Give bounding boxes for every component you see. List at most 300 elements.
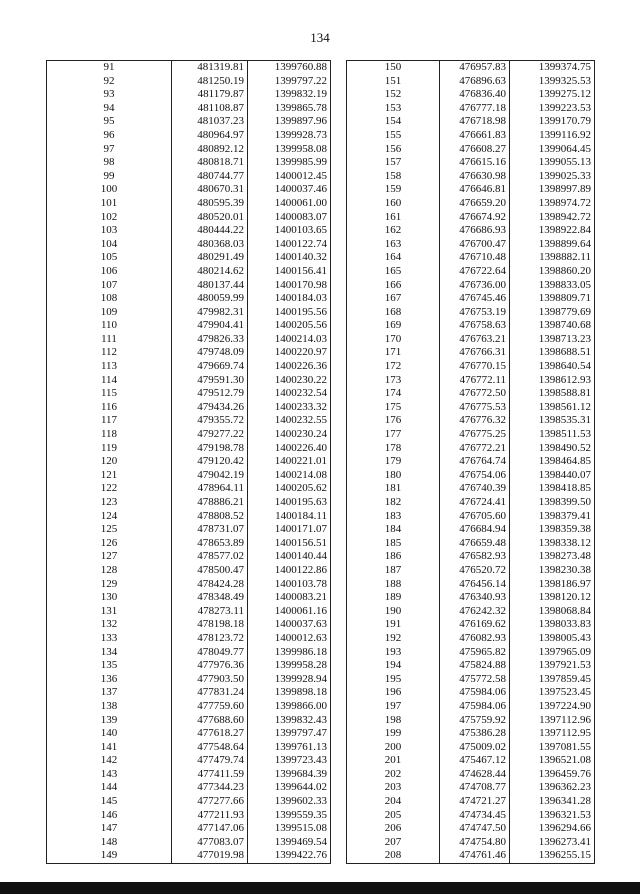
x-coordinate: 476700.47 — [440, 238, 510, 252]
y-coordinate: 1398809.71 — [510, 292, 595, 306]
y-coordinate: 1399866.00 — [248, 700, 331, 714]
x-coordinate: 479198.78 — [172, 442, 248, 456]
table-row — [47, 822, 331, 836]
point-number: 167 — [347, 292, 440, 306]
x-coordinate: 477688.60 — [172, 714, 248, 728]
y-coordinate: 1399325.53 — [510, 75, 595, 89]
point-number: 131 — [47, 605, 172, 619]
y-coordinate: 1398922.84 — [510, 224, 595, 238]
point-number: 129 — [47, 578, 172, 592]
x-coordinate: 477019.98 — [172, 849, 248, 863]
point-number: 106 — [47, 265, 172, 279]
x-coordinate: 476736.00 — [440, 279, 510, 293]
page-number: 134 — [310, 30, 330, 45]
point-number: 157 — [347, 156, 440, 170]
y-coordinate: 1400214.08 — [248, 469, 331, 483]
table-row — [347, 727, 595, 741]
point-number: 104 — [47, 238, 172, 252]
x-coordinate: 476740.39 — [440, 482, 510, 496]
y-coordinate: 1398860.20 — [510, 265, 595, 279]
point-number: 142 — [47, 754, 172, 768]
table-row — [347, 605, 595, 619]
point-number: 101 — [47, 197, 172, 211]
y-coordinate: 1399602.33 — [248, 795, 331, 809]
point-number: 181 — [347, 482, 440, 496]
y-coordinate: 1398588.81 — [510, 387, 595, 401]
y-coordinate: 1399897.96 — [248, 115, 331, 129]
table-row — [47, 428, 331, 442]
table-row — [47, 292, 331, 306]
y-coordinate: 1398399.50 — [510, 496, 595, 510]
y-coordinate: 1400083.21 — [248, 591, 331, 605]
point-number: 102 — [47, 211, 172, 225]
point-number: 151 — [347, 75, 440, 89]
table-row — [47, 673, 331, 687]
point-number: 201 — [347, 754, 440, 768]
point-number: 197 — [347, 700, 440, 714]
x-coordinate: 475965.82 — [440, 646, 510, 660]
point-number: 184 — [347, 523, 440, 537]
x-coordinate: 479042.19 — [172, 469, 248, 483]
x-coordinate: 480444.22 — [172, 224, 248, 238]
table-row — [347, 115, 595, 129]
table-row — [347, 578, 595, 592]
table-row — [47, 605, 331, 619]
y-coordinate: 1399797.47 — [248, 727, 331, 741]
x-coordinate: 476772.11 — [440, 374, 510, 388]
x-coordinate: 476775.53 — [440, 401, 510, 415]
x-coordinate: 476608.27 — [440, 143, 510, 157]
x-coordinate: 477548.64 — [172, 741, 248, 755]
y-coordinate: 1397112.95 — [510, 727, 595, 741]
x-coordinate: 476646.81 — [440, 183, 510, 197]
y-coordinate: 1400233.32 — [248, 401, 331, 415]
x-coordinate: 478500.47 — [172, 564, 248, 578]
point-number: 203 — [347, 781, 440, 795]
table-row — [347, 143, 595, 157]
table-row — [347, 414, 595, 428]
table-row — [47, 795, 331, 809]
table-row — [47, 714, 331, 728]
table-row — [347, 646, 595, 660]
point-number: 155 — [347, 129, 440, 143]
table-row — [347, 741, 595, 755]
x-coordinate: 474721.27 — [440, 795, 510, 809]
y-coordinate: 1400156.41 — [248, 265, 331, 279]
point-number: 180 — [347, 469, 440, 483]
x-coordinate: 479277.22 — [172, 428, 248, 442]
point-number: 119 — [47, 442, 172, 456]
x-coordinate: 479120.42 — [172, 455, 248, 469]
table-row — [47, 306, 331, 320]
point-number: 168 — [347, 306, 440, 320]
point-number: 113 — [47, 360, 172, 374]
table-row — [347, 333, 595, 347]
table-row — [347, 346, 595, 360]
table-row — [47, 238, 331, 252]
x-coordinate: 476957.83 — [440, 61, 510, 75]
y-coordinate: 1400012.63 — [248, 632, 331, 646]
table-row — [47, 143, 331, 157]
table-row — [47, 659, 331, 673]
table-row — [47, 197, 331, 211]
table-row — [47, 75, 331, 89]
point-number: 185 — [347, 537, 440, 551]
y-coordinate: 1399958.28 — [248, 659, 331, 673]
x-coordinate: 477277.66 — [172, 795, 248, 809]
y-coordinate: 1396521.08 — [510, 754, 595, 768]
x-coordinate: 476582.93 — [440, 550, 510, 564]
table-row — [47, 809, 331, 823]
y-coordinate: 1400061.16 — [248, 605, 331, 619]
y-coordinate: 1400012.45 — [248, 170, 331, 184]
y-coordinate: 1400195.63 — [248, 496, 331, 510]
x-coordinate: 476456.14 — [440, 578, 510, 592]
point-number: 186 — [347, 550, 440, 564]
table-row — [347, 618, 595, 632]
y-coordinate: 1397112.96 — [510, 714, 595, 728]
x-coordinate: 481108.87 — [172, 102, 248, 116]
point-number: 161 — [347, 211, 440, 225]
point-number: 158 — [347, 170, 440, 184]
y-coordinate: 1399064.45 — [510, 143, 595, 157]
y-coordinate: 1399469.54 — [248, 836, 331, 850]
point-number: 195 — [347, 673, 440, 687]
x-coordinate: 476710.48 — [440, 251, 510, 265]
point-number: 120 — [47, 455, 172, 469]
y-coordinate: 1399170.79 — [510, 115, 595, 129]
point-number: 117 — [47, 414, 172, 428]
table-row — [347, 306, 595, 320]
x-coordinate: 476169.62 — [440, 618, 510, 632]
y-coordinate: 1399275.12 — [510, 88, 595, 102]
y-coordinate: 1400122.74 — [248, 238, 331, 252]
x-coordinate: 475009.02 — [440, 741, 510, 755]
point-number: 150 — [347, 61, 440, 75]
table-row — [47, 496, 331, 510]
x-coordinate: 476766.31 — [440, 346, 510, 360]
x-coordinate: 476082.93 — [440, 632, 510, 646]
point-number: 123 — [47, 496, 172, 510]
y-coordinate: 1398186.97 — [510, 578, 595, 592]
y-coordinate: 1397224.90 — [510, 700, 595, 714]
point-number: 115 — [47, 387, 172, 401]
x-coordinate: 477976.36 — [172, 659, 248, 673]
y-coordinate: 1399559.35 — [248, 809, 331, 823]
x-coordinate: 477344.23 — [172, 781, 248, 795]
point-number: 177 — [347, 428, 440, 442]
point-number: 111 — [47, 333, 172, 347]
y-coordinate: 1399797.22 — [248, 75, 331, 89]
table-row — [47, 102, 331, 116]
y-coordinate: 1398535.31 — [510, 414, 595, 428]
point-number: 112 — [47, 346, 172, 360]
table-row — [47, 333, 331, 347]
point-number: 205 — [347, 809, 440, 823]
table-row — [47, 591, 331, 605]
y-coordinate: 1399865.78 — [248, 102, 331, 116]
point-number: 176 — [347, 414, 440, 428]
y-coordinate: 1398688.51 — [510, 346, 595, 360]
x-coordinate: 477479.74 — [172, 754, 248, 768]
x-coordinate: 479591.30 — [172, 374, 248, 388]
x-coordinate: 477831.24 — [172, 686, 248, 700]
y-coordinate: 1398561.12 — [510, 401, 595, 415]
x-coordinate: 475824.88 — [440, 659, 510, 673]
point-number: 193 — [347, 646, 440, 660]
y-coordinate: 1399055.13 — [510, 156, 595, 170]
x-coordinate: 476772.50 — [440, 387, 510, 401]
table-row — [47, 414, 331, 428]
y-coordinate: 1398230.38 — [510, 564, 595, 578]
y-coordinate: 1398359.38 — [510, 523, 595, 537]
x-coordinate: 475467.12 — [440, 754, 510, 768]
point-number: 118 — [47, 428, 172, 442]
x-coordinate: 476686.93 — [440, 224, 510, 238]
x-coordinate: 477083.07 — [172, 836, 248, 850]
y-coordinate: 1400184.03 — [248, 292, 331, 306]
table-row — [47, 455, 331, 469]
point-number: 163 — [347, 238, 440, 252]
y-coordinate: 1398640.54 — [510, 360, 595, 374]
x-coordinate: 479748.09 — [172, 346, 248, 360]
y-coordinate: 1399928.94 — [248, 673, 331, 687]
table-row — [47, 469, 331, 483]
x-coordinate: 474747.50 — [440, 822, 510, 836]
point-number: 110 — [47, 319, 172, 333]
x-coordinate: 478348.49 — [172, 591, 248, 605]
table-row — [347, 482, 595, 496]
table-row — [47, 781, 331, 795]
x-coordinate: 479434.26 — [172, 401, 248, 415]
x-coordinate: 478198.18 — [172, 618, 248, 632]
x-coordinate: 480818.71 — [172, 156, 248, 170]
table-row — [347, 251, 595, 265]
y-coordinate: 1399958.08 — [248, 143, 331, 157]
point-number: 208 — [347, 849, 440, 863]
x-coordinate: 476684.94 — [440, 523, 510, 537]
point-number: 97 — [47, 143, 172, 157]
x-coordinate: 479904.41 — [172, 319, 248, 333]
x-coordinate: 480670.31 — [172, 183, 248, 197]
x-coordinate: 481319.81 — [172, 61, 248, 75]
y-coordinate: 1400230.24 — [248, 428, 331, 442]
table-row — [47, 768, 331, 782]
table-row — [47, 510, 331, 524]
x-coordinate: 478808.52 — [172, 510, 248, 524]
y-coordinate: 1400184.11 — [248, 510, 331, 524]
x-coordinate: 480291.49 — [172, 251, 248, 265]
table-row — [347, 156, 595, 170]
table-row — [347, 836, 595, 850]
x-coordinate: 476896.63 — [440, 75, 510, 89]
point-number: 93 — [47, 88, 172, 102]
table-row — [347, 795, 595, 809]
x-coordinate: 480595.39 — [172, 197, 248, 211]
table-row — [347, 496, 595, 510]
y-coordinate: 1399515.08 — [248, 822, 331, 836]
table-row — [47, 727, 331, 741]
y-coordinate: 1400122.86 — [248, 564, 331, 578]
table-row — [47, 401, 331, 415]
y-coordinate: 1396273.41 — [510, 836, 595, 850]
point-number: 95 — [47, 115, 172, 129]
table-row — [47, 646, 331, 660]
table-row — [347, 265, 595, 279]
point-number: 99 — [47, 170, 172, 184]
table-row — [347, 822, 595, 836]
table-row — [47, 482, 331, 496]
table-row — [347, 686, 595, 700]
point-number: 202 — [347, 768, 440, 782]
point-number: 179 — [347, 455, 440, 469]
x-coordinate: 478886.21 — [172, 496, 248, 510]
x-coordinate: 474708.77 — [440, 781, 510, 795]
x-coordinate: 476753.19 — [440, 306, 510, 320]
x-coordinate: 476772.21 — [440, 442, 510, 456]
table-row — [47, 129, 331, 143]
table-row — [47, 754, 331, 768]
x-coordinate: 480520.01 — [172, 211, 248, 225]
point-number: 196 — [347, 686, 440, 700]
x-coordinate: 478653.89 — [172, 537, 248, 551]
x-coordinate: 474761.46 — [440, 849, 510, 863]
x-coordinate: 476763.21 — [440, 333, 510, 347]
table-row — [47, 374, 331, 388]
y-coordinate: 1398005.43 — [510, 632, 595, 646]
table-row — [47, 442, 331, 456]
x-coordinate: 478273.11 — [172, 605, 248, 619]
x-coordinate: 479512.79 — [172, 387, 248, 401]
coordinate-table-right — [346, 60, 595, 864]
y-coordinate: 1398882.11 — [510, 251, 595, 265]
table-row — [347, 455, 595, 469]
x-coordinate: 480214.62 — [172, 265, 248, 279]
y-coordinate: 1400103.65 — [248, 224, 331, 238]
x-coordinate: 474734.45 — [440, 809, 510, 823]
point-number: 156 — [347, 143, 440, 157]
y-coordinate: 1398033.83 — [510, 618, 595, 632]
x-coordinate: 478424.28 — [172, 578, 248, 592]
x-coordinate: 480368.03 — [172, 238, 248, 252]
x-coordinate: 481179.87 — [172, 88, 248, 102]
table-row — [47, 686, 331, 700]
point-number: 128 — [47, 564, 172, 578]
point-number: 152 — [347, 88, 440, 102]
table-row — [347, 387, 595, 401]
y-coordinate: 1400205.56 — [248, 319, 331, 333]
point-number: 114 — [47, 374, 172, 388]
table-row — [47, 346, 331, 360]
y-coordinate: 1399723.43 — [248, 754, 331, 768]
point-number: 122 — [47, 482, 172, 496]
x-coordinate: 478731.07 — [172, 523, 248, 537]
point-number: 107 — [47, 279, 172, 293]
y-coordinate: 1398779.69 — [510, 306, 595, 320]
point-number: 183 — [347, 510, 440, 524]
table-row — [347, 442, 595, 456]
x-coordinate: 476705.60 — [440, 510, 510, 524]
x-coordinate: 476722.64 — [440, 265, 510, 279]
x-coordinate: 475386.28 — [440, 727, 510, 741]
table-row — [347, 849, 595, 863]
table-row — [47, 618, 331, 632]
table-row — [47, 279, 331, 293]
x-coordinate: 476340.93 — [440, 591, 510, 605]
x-coordinate: 477211.93 — [172, 809, 248, 823]
table-row — [347, 401, 595, 415]
table-row — [47, 170, 331, 184]
x-coordinate: 477618.27 — [172, 727, 248, 741]
x-coordinate: 478049.77 — [172, 646, 248, 660]
point-number: 100 — [47, 183, 172, 197]
y-coordinate: 1396362.23 — [510, 781, 595, 795]
table-row — [347, 550, 595, 564]
y-coordinate: 1400226.36 — [248, 360, 331, 374]
y-coordinate: 1400171.07 — [248, 523, 331, 537]
y-coordinate: 1397081.55 — [510, 741, 595, 755]
point-number: 166 — [347, 279, 440, 293]
point-number: 162 — [347, 224, 440, 238]
point-number: 165 — [347, 265, 440, 279]
y-coordinate: 1398997.89 — [510, 183, 595, 197]
point-number: 145 — [47, 795, 172, 809]
point-number: 187 — [347, 564, 440, 578]
coordinate-table-left — [46, 60, 331, 864]
y-coordinate: 1400103.78 — [248, 578, 331, 592]
x-coordinate: 476659.20 — [440, 197, 510, 211]
table-row — [347, 374, 595, 388]
table-row — [347, 170, 595, 184]
table-row — [347, 523, 595, 537]
y-coordinate: 1399832.43 — [248, 714, 331, 728]
y-coordinate: 1399116.92 — [510, 129, 595, 143]
point-number: 188 — [347, 578, 440, 592]
y-coordinate: 1397921.53 — [510, 659, 595, 673]
point-number: 169 — [347, 319, 440, 333]
x-coordinate: 476770.15 — [440, 360, 510, 374]
table-row — [47, 836, 331, 850]
y-coordinate: 1399898.18 — [248, 686, 331, 700]
y-coordinate: 1398379.41 — [510, 510, 595, 524]
table-row — [347, 700, 595, 714]
table-row — [347, 632, 595, 646]
point-number: 130 — [47, 591, 172, 605]
table-row — [347, 61, 595, 75]
x-coordinate: 476242.32 — [440, 605, 510, 619]
y-coordinate: 1398273.48 — [510, 550, 595, 564]
y-coordinate: 1397965.09 — [510, 646, 595, 660]
x-coordinate: 476745.46 — [440, 292, 510, 306]
table-row — [47, 523, 331, 537]
y-coordinate: 1399223.53 — [510, 102, 595, 116]
x-coordinate: 476776.32 — [440, 414, 510, 428]
table-row — [47, 564, 331, 578]
table-row — [47, 360, 331, 374]
point-number: 116 — [47, 401, 172, 415]
point-number: 108 — [47, 292, 172, 306]
point-number: 135 — [47, 659, 172, 673]
table-row — [347, 809, 595, 823]
x-coordinate: 476520.72 — [440, 564, 510, 578]
table-row — [47, 224, 331, 238]
table-row — [47, 387, 331, 401]
table-row — [347, 537, 595, 551]
x-coordinate: 477411.59 — [172, 768, 248, 782]
y-coordinate: 1398511.53 — [510, 428, 595, 442]
table-row — [347, 428, 595, 442]
y-coordinate: 1399644.02 — [248, 781, 331, 795]
